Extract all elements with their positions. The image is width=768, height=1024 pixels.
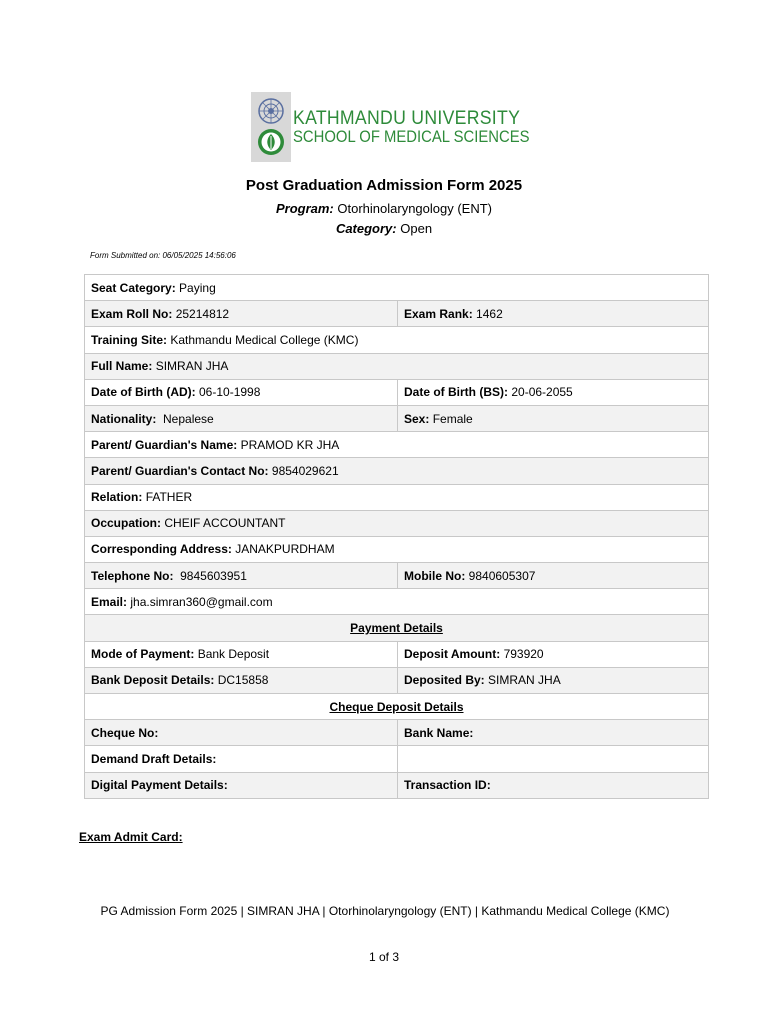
sex-value: Female — [432, 411, 473, 426]
bank-name-cell — [398, 720, 709, 746]
table-row — [85, 275, 709, 301]
deposited-by-label: Deposited By: — [404, 673, 485, 688]
nationality-cell — [85, 405, 398, 431]
table-row — [85, 589, 709, 615]
bank-deposit-cell — [85, 667, 398, 693]
dob-bs-label: Date of Birth (BS): — [404, 385, 508, 400]
exam-roll-label: Exam Roll No: — [91, 306, 173, 321]
exam-roll-value: 25214812 — [175, 306, 230, 321]
program-value: Otorhinolaryngology (ENT) — [337, 201, 493, 216]
telephone-label: Telephone No: — [91, 568, 174, 583]
dob-bs-cell — [398, 379, 709, 405]
deposit-amount-value: 793920 — [503, 647, 544, 662]
full-name-cell — [85, 353, 709, 379]
occupation-label: Occupation: — [91, 516, 162, 531]
submitted-timestamp: Form Submitted on: 06/05/2025 14:56:06 — [90, 251, 236, 260]
program-line — [0, 201, 768, 216]
full-name-label: Full Name: — [91, 359, 153, 374]
table-row — [85, 563, 709, 589]
guardian-name-value: PRAMOD KR JHA — [240, 437, 340, 452]
payment-mode-label: Mode of Payment: — [91, 647, 195, 662]
table-row — [85, 746, 709, 772]
occupation-cell — [85, 510, 709, 536]
nationality-value: Nepalese — [163, 411, 214, 426]
relation-cell — [85, 484, 709, 510]
table-row — [85, 667, 709, 693]
demand-draft-label: Demand Draft Details: — [91, 751, 217, 766]
deposit-amount-cell — [398, 641, 709, 667]
logo-school-name: SCHOOL OF MEDICAL SCIENCES — [293, 127, 530, 146]
category-label: Category: — [335, 221, 397, 236]
page-number: 1 of 3 — [368, 950, 400, 964]
dob-bs-value: 20-06-2055 — [511, 385, 573, 400]
table-row — [85, 484, 709, 510]
nationality-label: Nationality: — [91, 411, 157, 426]
table-row — [85, 353, 709, 379]
address-value: JANAKPURDHAM — [235, 542, 335, 557]
occupation-value: CHEIF ACCOUNTANT — [164, 516, 286, 531]
seat-category-value: Paying — [179, 280, 216, 295]
admission-form-table — [84, 274, 709, 799]
email-cell — [85, 589, 709, 615]
guardian-name-cell — [85, 432, 709, 458]
table-row — [85, 615, 709, 641]
table-row — [85, 510, 709, 536]
mobile-value: 9840605307 — [468, 568, 536, 583]
form-title: Post Graduation Admission Form 2025 — [245, 177, 523, 194]
exam-rank-value: 1462 — [476, 306, 503, 321]
bank-name-label: Bank Name: — [404, 725, 474, 740]
guardian-name-label: Parent/ Guardian's Name: — [91, 437, 238, 452]
category-value: Open — [400, 221, 433, 236]
sex-cell — [398, 405, 709, 431]
transaction-id-cell — [398, 772, 709, 798]
sex-label: Sex: — [404, 411, 430, 426]
relation-value: FATHER — [145, 490, 193, 505]
guardian-contact-cell — [85, 458, 709, 484]
table-row — [85, 405, 709, 431]
bank-deposit-label: Bank Deposit Details: — [91, 673, 215, 688]
table-row — [85, 720, 709, 746]
address-cell — [85, 536, 709, 562]
transaction-id-label: Transaction ID: — [404, 778, 491, 793]
training-site-label: Training Site: — [91, 332, 168, 347]
email-value: jha.simran360@gmail.com — [130, 594, 273, 609]
logo-university-name: KATHMANDU UNIVERSITY — [293, 107, 521, 129]
table-row — [85, 458, 709, 484]
digital-payment-cell — [85, 772, 398, 798]
payment-mode-value: Bank Deposit — [197, 647, 270, 662]
table-row — [85, 379, 709, 405]
mobile-cell — [398, 563, 709, 589]
address-label: Corresponding Address: — [91, 542, 232, 557]
demand-draft-empty-cell — [398, 746, 709, 772]
training-site-cell — [85, 327, 709, 353]
seat-category-cell — [85, 275, 709, 301]
table-row — [85, 536, 709, 562]
relation-label: Relation: — [91, 490, 143, 505]
cheque-no-label: Cheque No: — [91, 725, 159, 740]
table-row — [85, 641, 709, 667]
bank-deposit-value: DC15858 — [217, 673, 269, 688]
exam-rank-label: Exam Rank: — [404, 306, 473, 321]
deposited-by-value: SIMRAN JHA — [488, 673, 561, 688]
exam-rank-cell — [398, 301, 709, 327]
university-seal-icon — [251, 92, 291, 162]
exam-admit-card-heading: Exam Admit Card: — [79, 830, 183, 844]
table-row — [85, 694, 709, 720]
exam-roll-cell — [85, 301, 398, 327]
dob-ad-cell — [85, 379, 398, 405]
dob-ad-value: 06-10-1998 — [199, 385, 261, 400]
table-row — [85, 772, 709, 798]
digital-payment-label: Digital Payment Details: — [91, 778, 228, 793]
guardian-contact-label: Parent/ Guardian's Contact No: — [91, 463, 269, 478]
payment-details-heading: Payment Details — [85, 615, 709, 641]
category-line — [0, 221, 768, 236]
training-site-value: Kathmandu Medical College (KMC) — [170, 332, 359, 347]
table-row — [85, 301, 709, 327]
full-name-value: SIMRAN JHA — [155, 359, 229, 374]
deposit-amount-label: Deposit Amount: — [404, 647, 501, 662]
cheque-details-heading: Cheque Deposit Details — [85, 694, 709, 720]
email-label: Email: — [91, 594, 128, 609]
mobile-label: Mobile No: — [404, 568, 466, 583]
seat-category-label: Seat Category: — [91, 280, 176, 295]
page-footer: PG Admission Form 2025 | SIMRAN JHA | Otorhinolaryngology (ENT) | Kathmandu Medical College (KMC) — [100, 904, 670, 918]
dob-ad-label: Date of Birth (AD): — [91, 385, 196, 400]
table-row — [85, 432, 709, 458]
payment-mode-cell — [85, 641, 398, 667]
guardian-contact-value: 9854029621 — [271, 463, 339, 478]
demand-draft-cell — [85, 746, 398, 772]
cheque-no-cell — [85, 720, 398, 746]
university-logo — [251, 92, 556, 162]
telephone-value: 9845603951 — [180, 568, 247, 583]
telephone-cell — [85, 563, 398, 589]
table-row — [85, 327, 709, 353]
program-label: Program: — [275, 201, 334, 216]
deposited-by-cell — [398, 667, 709, 693]
